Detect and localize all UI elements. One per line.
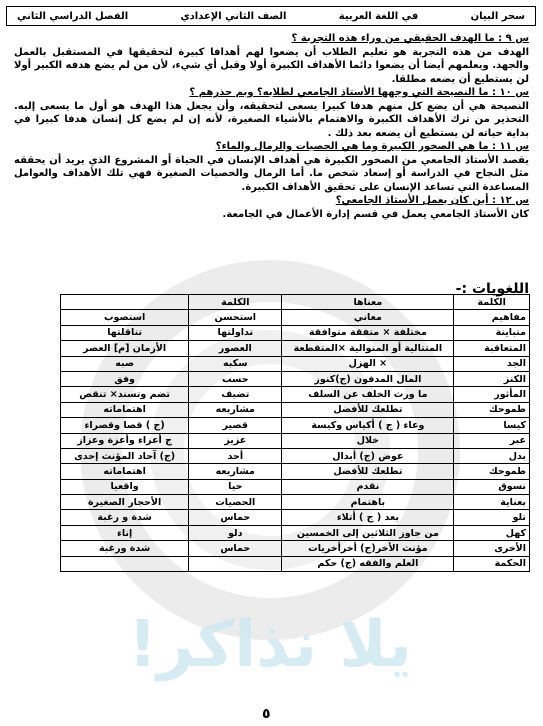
cell-word-2: حسب (189, 371, 282, 386)
table-header-row (61, 295, 530, 310)
cell-meaning: بعد ( ج ) أتلاء (282, 510, 454, 525)
cell-word-2: استحسن (189, 310, 282, 325)
cell-meaning: العلم والفقه (ج) حكم (282, 556, 454, 571)
cell-word-2: تداولتها (189, 325, 282, 340)
question-12: س ١٢ : أين كان يعمل الأستاذ الجامعي؟ (335, 195, 529, 206)
header-word-2: الكلمة (189, 295, 282, 310)
cell-meaning-2: (ج) آحاد المؤنث إحدى (61, 448, 189, 463)
cell-word-2: حيا (189, 479, 282, 494)
vocabulary-table (60, 294, 530, 572)
question-9: س ٩ : ما الهدف الحقيقي من وراء هذه التجربة ؟ (291, 33, 529, 44)
cell-word-2: سكبه (189, 356, 282, 371)
answer-12: كان الأستاذ الجامعي يعمل في قسم إدارة الأعمال في الجامعة. (222, 208, 529, 220)
header-title: سحر البيان (470, 10, 525, 22)
answer-10: النصيحة هي أن يضع كل منهم هدفا كبيرا يسعى لتحقيقه، وأن يجعل هذا الهدف هو أول ما يسعى إليه. التحذير من ترك الأهداف الكبيرة والاهتمام بالأشياء الصغيرة، لأنه إن لم يضع كل إنسان هدفا كبيرا في بداية حياته لن يستطيع أن يضعه بعد ذلك . (14, 100, 529, 139)
cell-word-2: تضيف (189, 387, 282, 402)
cell-word-2: الحصيات (189, 495, 282, 510)
table-row (61, 495, 530, 510)
cell-word: طموحك (454, 464, 530, 479)
cell-meaning: باهتمام (282, 495, 454, 510)
answer-9: الهدف من هذه التجربة هو تعليم الطلاب أن يضعوا لهم أهدافا كبيرة لتحقيقها في المستقبل بالعمل والجهد. ويعلمهم أيضا أن يضعوا دائما الأهداف الكبيرة أولا وقبل أي شيء، لأن من لم يضع هدفه الكبير أولا لن يستطيع أن يضعه مطلقا. (14, 46, 529, 85)
table-row (61, 510, 530, 525)
cell-word: الجد (454, 356, 530, 371)
cell-meaning-2: شدة و رغبة (61, 510, 189, 525)
cell-word-2: مشاريعه (189, 464, 282, 479)
cell-word: الكنز (454, 371, 530, 386)
cell-word: عبر (454, 433, 530, 448)
cell-word-2: دلو (189, 525, 282, 540)
table-row (61, 525, 530, 540)
cell-meaning: من جاوز الثلاثين إلى الخمسين (282, 525, 454, 540)
cell-meaning-2: واقعيا (61, 479, 189, 494)
header-term: الفصل الدراسي الثاني (17, 10, 129, 22)
cell-word-2: العصور (189, 341, 282, 356)
cell-word-2: أحد (189, 448, 282, 463)
cell-word: بدل (454, 448, 530, 463)
table-row (61, 402, 530, 417)
cell-word-2: مشاريعه (189, 402, 282, 417)
watermark-logo: يلا نذاكر! (127, 608, 413, 682)
vocabulary-title: اللغويات :- (455, 281, 529, 297)
cell-meaning: تطلعك للأفضل (282, 464, 454, 479)
header-grade: الصف الثاني الإعدادي (180, 10, 287, 22)
cell-word-2: حماس (189, 510, 282, 525)
cell-meaning-2: شدة ورغبة (61, 541, 189, 556)
cell-meaning: × الهزل (282, 356, 454, 371)
cell-word: الحكمة (454, 556, 530, 571)
cell-meaning-2: تناقلتها (61, 325, 189, 340)
cell-meaning-2 (61, 556, 189, 571)
header-meaning: معناها (282, 295, 454, 310)
table-row (61, 387, 530, 402)
table-row (61, 541, 530, 556)
cell-meaning-2: وفق (61, 371, 189, 386)
cell-meaning-2: الأحجار الصغيرة (61, 495, 189, 510)
cell-word: المأثور (454, 387, 530, 402)
cell-word-2: قصير (189, 418, 282, 433)
header-word: الكلمة (454, 295, 530, 310)
header-subject: في اللغة العربية (338, 10, 419, 22)
cell-meaning: مختلفة × متفقة متوافقة (282, 325, 454, 340)
table-row (61, 325, 530, 340)
cell-meaning: المتتالية أو المتوالية ×المتقطعة (282, 341, 454, 356)
question-11: س ١١ : ما هي الصخور الكبيرة وما هي الحصيات والرمال والماء؟ (215, 141, 529, 152)
page-number: ٥ (262, 706, 271, 722)
table-row (61, 310, 530, 325)
cell-meaning-2: (ج ) قصا وقصراء (61, 418, 189, 433)
cell-word-2: حماس (189, 541, 282, 556)
table-row (61, 448, 530, 463)
cell-meaning-2: تضم وتسند× تنقص (61, 387, 189, 402)
cell-word: بعناية (454, 495, 530, 510)
table-row (61, 341, 530, 356)
cell-meaning-2: استصوب (61, 310, 189, 325)
cell-word: مفاهيم (454, 310, 530, 325)
cell-word: طموحك (454, 402, 530, 417)
questions-section (14, 32, 529, 221)
table-row (61, 556, 530, 571)
cell-meaning-2: اهتماماته (61, 402, 189, 417)
cell-meaning-2: صبه (61, 356, 189, 371)
cell-word: كهل (454, 525, 530, 540)
cell-word: نسوق (454, 479, 530, 494)
table-row (61, 371, 530, 386)
cell-word: الأخرى (454, 541, 530, 556)
table-row (61, 418, 530, 433)
cell-word: كيسا (454, 418, 530, 433)
table-row (61, 356, 530, 371)
cell-meaning: وعاء ( ج ) أكياس وكيسة (282, 418, 454, 433)
cell-meaning-2: ج أعزاء وأعزة وعزاز (61, 433, 189, 448)
cell-meaning: خلال (282, 433, 454, 448)
cell-word-2: عزيز (189, 433, 282, 448)
cell-word: متباينة (454, 325, 530, 340)
cell-word: المتعاقبة (454, 341, 530, 356)
answer-11: يقصد الأستاذ الجامعي من الصخور الكبيرة هي أهداف الإنسان في الحياة أو المشروع الذي يريد أن يحققه مثل النجاح في الدراسة أو إسعاد شخص ما. أما الرمال والحصيات الصغيرة فهي تلك الأهداف والعوامل المساعدة التي تساعد الإنسان على تحقيق الأهداف الكبيرة. (14, 154, 529, 193)
cell-meaning: المال المدفون (ج)كنوز (282, 371, 454, 386)
cell-meaning-2: إناء (61, 525, 189, 540)
table-row (61, 479, 530, 494)
cell-meaning-2: اهتماماته (61, 464, 189, 479)
cell-meaning: تطلعك للأفضل (282, 402, 454, 417)
table-row (61, 464, 530, 479)
cell-meaning: ما ورث الخلف عن السلف (282, 387, 454, 402)
cell-word: تلو (454, 510, 530, 525)
page-header (6, 6, 536, 26)
cell-meaning: مؤنث الأخر(ج) أخرأخريات (282, 541, 454, 556)
table-body (61, 310, 530, 572)
cell-meaning: عوض (ج) أبدال (282, 448, 454, 463)
table-row (61, 433, 530, 448)
cell-meaning: نقدم (282, 479, 454, 494)
question-10: س ١٠ : ما النصيحة التي وجهها الأستاذ الجامعي لطلابه؟ وبم حذرهم ؟ (189, 87, 529, 98)
cell-word-2 (189, 556, 282, 571)
cell-meaning-2: الأزمان [م] العصر (61, 341, 189, 356)
header-meaning-2 (61, 295, 189, 310)
cell-meaning: معاني (282, 310, 454, 325)
